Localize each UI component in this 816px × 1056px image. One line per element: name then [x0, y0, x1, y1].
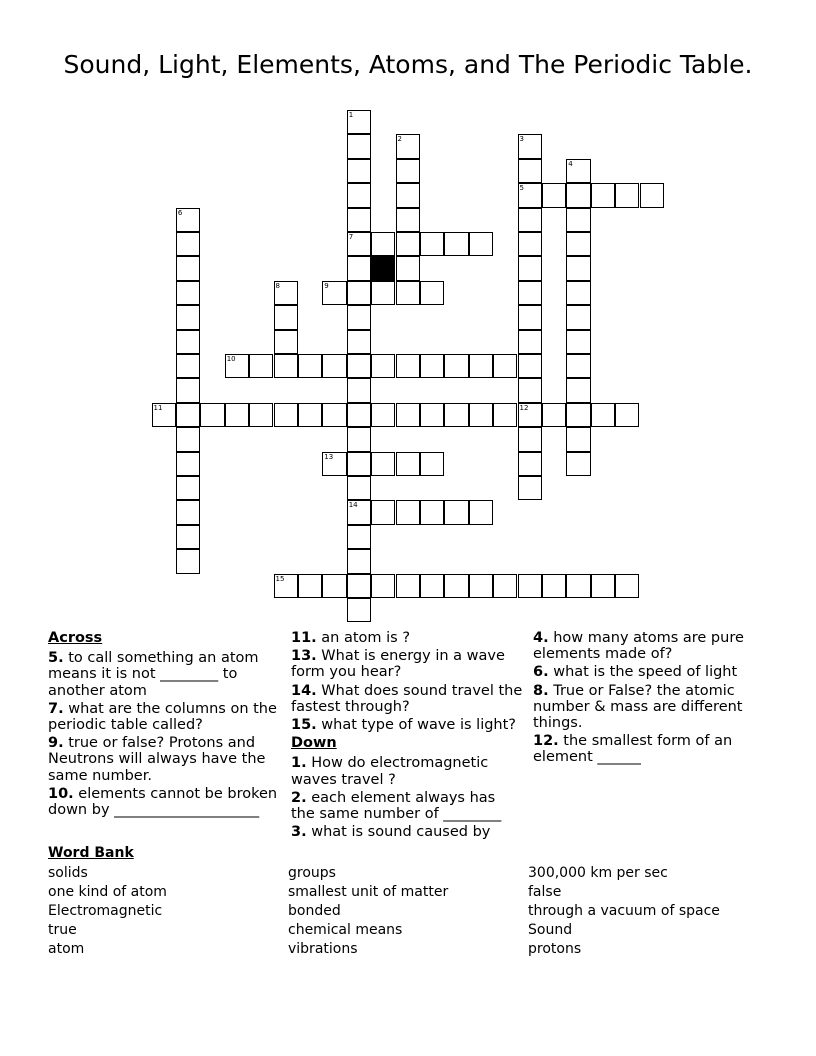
grid-cell[interactable]	[615, 403, 639, 427]
grid-cell[interactable]	[396, 354, 420, 378]
grid-cell[interactable]	[518, 134, 542, 158]
grid-cell[interactable]	[274, 330, 298, 354]
grid-cell[interactable]	[396, 208, 420, 232]
grid-cell[interactable]	[347, 232, 371, 256]
clue-number: 9.	[48, 735, 64, 752]
grid-cell[interactable]	[347, 452, 371, 476]
clue-item	[291, 648, 523, 680]
grid-cell[interactable]	[176, 403, 200, 427]
grid-cell[interactable]	[469, 574, 493, 598]
word-bank-item: chemical means	[288, 922, 403, 938]
grid-cell[interactable]	[347, 574, 371, 598]
grid-cell[interactable]	[347, 159, 371, 183]
grid-cell[interactable]	[444, 354, 468, 378]
grid-cell[interactable]	[225, 354, 249, 378]
grid-cell[interactable]	[371, 281, 395, 305]
clue-item	[48, 735, 280, 784]
down-clues-part-2	[533, 630, 765, 766]
clue-item	[48, 786, 280, 818]
grid-cell[interactable]	[518, 183, 542, 207]
clue-item	[291, 683, 523, 715]
word-bank-item: Sound	[528, 922, 573, 938]
grid-cell[interactable]	[420, 354, 444, 378]
clue-number: 6.	[533, 664, 549, 681]
cell-number: 9	[324, 281, 329, 290]
grid-cell[interactable]	[396, 134, 420, 158]
grid-cell[interactable]	[518, 476, 542, 500]
grid-cell[interactable]	[396, 574, 420, 598]
word-bank-item: through a vacuum of space	[528, 903, 720, 919]
clue-number: 15.	[291, 717, 317, 734]
across-clues-part-1	[48, 650, 280, 818]
clue-text: what is the speed of light	[548, 664, 738, 681]
grid-cell[interactable]	[176, 281, 200, 305]
grid-cell[interactable]	[322, 574, 346, 598]
grid-cell[interactable]	[347, 378, 371, 402]
grid-cell[interactable]	[371, 452, 395, 476]
grid-cell[interactable]	[396, 500, 420, 524]
clue-text: true or false? Protons and Neutrons will always have the same number.	[48, 735, 266, 784]
grid-cell[interactable]	[322, 452, 346, 476]
grid-cell[interactable]	[469, 354, 493, 378]
grid-cell[interactable]	[518, 159, 542, 183]
grid-cell[interactable]	[396, 281, 420, 305]
across-heading: Across	[48, 630, 103, 646]
grid-cell[interactable]	[347, 305, 371, 329]
cell-number: 5	[519, 184, 524, 193]
grid-cell[interactable]	[640, 183, 664, 207]
grid-cell[interactable]	[347, 110, 371, 134]
clue-text: what is sound caused by	[306, 824, 491, 841]
grid-cell[interactable]	[493, 403, 517, 427]
black-square	[371, 256, 395, 280]
grid-cell[interactable]	[444, 500, 468, 524]
grid-cell[interactable]	[371, 574, 395, 598]
grid-cell[interactable]	[396, 403, 420, 427]
grid-cell[interactable]	[615, 574, 639, 598]
grid-cell[interactable]	[566, 354, 590, 378]
grid-cell[interactable]	[542, 574, 566, 598]
clue-text: what type of wave is light?	[316, 717, 516, 734]
grid-cell[interactable]	[518, 208, 542, 232]
grid-cell[interactable]	[347, 476, 371, 500]
grid-cell[interactable]	[274, 403, 298, 427]
clue-number: 8.	[533, 682, 549, 699]
word-bank-column-1	[48, 864, 167, 959]
grid-cell[interactable]	[347, 256, 371, 280]
clue-item	[291, 717, 523, 733]
word-bank-item: 300,000 km per sec	[528, 865, 668, 881]
grid-cell[interactable]	[347, 500, 371, 524]
grid-cell[interactable]	[420, 403, 444, 427]
grid-cell[interactable]	[566, 281, 590, 305]
grid-cell[interactable]	[176, 427, 200, 451]
grid-cell[interactable]	[493, 574, 517, 598]
cell-number: 13	[324, 452, 334, 461]
clue-number: 3.	[291, 824, 307, 841]
grid-cell[interactable]	[176, 500, 200, 524]
grid-cell[interactable]	[176, 256, 200, 280]
grid-cell[interactable]	[347, 549, 371, 573]
grid-cell[interactable]	[176, 208, 200, 232]
clue-item	[48, 650, 280, 699]
grid-cell[interactable]	[176, 525, 200, 549]
cell-number: 14	[348, 501, 358, 510]
grid-cell[interactable]	[469, 232, 493, 256]
grid-cell[interactable]	[566, 232, 590, 256]
word-bank-item: smallest unit of matter	[288, 884, 449, 900]
grid-cell[interactable]	[469, 403, 493, 427]
word-bank-item: bonded	[288, 903, 341, 919]
clue-number: 7.	[48, 700, 64, 717]
grid-cell[interactable]	[444, 232, 468, 256]
clue-number: 2.	[291, 789, 307, 806]
grid-cell[interactable]	[347, 525, 371, 549]
grid-cell[interactable]	[176, 354, 200, 378]
clue-text: How do electromagnetic waves travel ?	[291, 755, 489, 788]
grid-cell[interactable]	[566, 574, 590, 598]
grid-cell[interactable]	[396, 256, 420, 280]
grid-cell[interactable]	[396, 183, 420, 207]
grid-cell[interactable]	[176, 452, 200, 476]
clue-item	[533, 733, 765, 765]
grid-cell[interactable]	[298, 354, 322, 378]
grid-cell[interactable]	[518, 452, 542, 476]
grid-cell[interactable]	[371, 232, 395, 256]
grid-cell[interactable]	[420, 281, 444, 305]
word-bank-item: one kind of atom	[48, 884, 167, 900]
grid-cell[interactable]	[518, 281, 542, 305]
grid-cell[interactable]	[420, 452, 444, 476]
grid-cell[interactable]	[347, 354, 371, 378]
grid-cell[interactable]	[347, 427, 371, 451]
cell-number: 11	[153, 403, 163, 412]
grid-cell[interactable]	[566, 403, 590, 427]
grid-cell[interactable]	[249, 403, 273, 427]
grid-cell[interactable]	[566, 305, 590, 329]
cell-number: 1	[348, 111, 354, 119]
grid-cell[interactable]	[566, 256, 590, 280]
grid-cell[interactable]	[591, 574, 615, 598]
clue-text: What does sound travel the fastest through?	[291, 682, 523, 715]
grid-cell[interactable]	[347, 330, 371, 354]
clue-item	[533, 664, 765, 680]
grid-cell[interactable]	[591, 403, 615, 427]
word-bank-item: solids	[48, 865, 88, 881]
grid-cell[interactable]	[566, 159, 590, 183]
grid-cell[interactable]	[347, 183, 371, 207]
grid-cell[interactable]	[591, 183, 615, 207]
grid-cell[interactable]	[566, 330, 590, 354]
clue-text: to call something an atom means it is not ________ to another atom	[48, 650, 259, 699]
grid-cell[interactable]	[322, 403, 346, 427]
grid-cell[interactable]	[347, 598, 371, 622]
grid-cell[interactable]	[444, 574, 468, 598]
word-bank-column-2	[288, 864, 448, 959]
grid-cell[interactable]	[518, 574, 542, 598]
grid-cell[interactable]	[396, 159, 420, 183]
grid-cell[interactable]	[396, 232, 420, 256]
clues-column-3	[533, 630, 765, 768]
grid-cell[interactable]	[176, 305, 200, 329]
grid-cell[interactable]	[274, 281, 298, 305]
clue-item	[533, 683, 765, 732]
clue-text: True or False? the atomic number & mass are different things.	[533, 682, 743, 732]
grid-cell[interactable]	[420, 232, 444, 256]
grid-cell[interactable]	[542, 403, 566, 427]
grid-cell[interactable]	[518, 427, 542, 451]
clues-column-2	[291, 630, 523, 842]
grid-cell[interactable]	[274, 354, 298, 378]
grid-cell[interactable]	[518, 232, 542, 256]
clue-text: elements cannot be broken down by ____________________	[48, 785, 278, 819]
grid-cell[interactable]	[274, 305, 298, 329]
grid-cell[interactable]	[200, 403, 224, 427]
across-clues-part-2	[291, 630, 523, 733]
cell-number: 12	[519, 403, 529, 412]
clue-text: each element always has the same number of ________	[291, 789, 502, 823]
grid-cell[interactable]	[566, 452, 590, 476]
clue-number: 10.	[48, 785, 74, 802]
grid-cell[interactable]	[347, 208, 371, 232]
grid-cell[interactable]	[444, 403, 468, 427]
grid-cell[interactable]	[518, 403, 542, 427]
grid-cell[interactable]	[176, 549, 200, 573]
clue-item	[48, 701, 280, 733]
grid-cell[interactable]	[566, 183, 590, 207]
grid-cell[interactable]	[298, 403, 322, 427]
word-bank-item: protons	[528, 941, 582, 957]
grid-cell[interactable]	[347, 134, 371, 158]
grid-cell[interactable]	[298, 574, 322, 598]
word-bank-item: vibrations	[288, 941, 358, 957]
clue-text: an atom is ?	[316, 630, 411, 646]
word-bank-item: Electromagnetic	[48, 903, 163, 919]
grid-cell[interactable]	[274, 574, 298, 598]
clue-number: 14.	[291, 682, 317, 699]
grid-cell[interactable]	[566, 378, 590, 402]
grid-cell[interactable]	[518, 330, 542, 354]
cell-number: 7	[348, 233, 354, 241]
word-bank-item: groups	[288, 865, 336, 881]
clue-item	[291, 755, 523, 787]
clue-number: 13.	[291, 648, 317, 665]
grid-cell[interactable]	[322, 281, 346, 305]
clue-text: the smallest form of an element ______	[533, 733, 733, 766]
page-title: Sound, Light, Elements, Atoms, and The Periodic Table.	[63, 50, 753, 79]
word-bank-heading: Word Bank	[48, 845, 134, 861]
cell-number: 4	[568, 159, 573, 168]
grid-cell[interactable]	[322, 354, 346, 378]
grid-cell[interactable]	[176, 378, 200, 402]
grid-cell[interactable]	[176, 330, 200, 354]
clue-number: 12.	[533, 733, 559, 750]
cell-number: 2	[397, 135, 402, 144]
grid-cell[interactable]	[371, 403, 395, 427]
grid-cell[interactable]	[347, 281, 371, 305]
clue-number: 4.	[533, 630, 549, 646]
cell-number: 10	[226, 355, 236, 363]
grid-cell[interactable]	[371, 500, 395, 524]
grid-cell[interactable]	[566, 208, 590, 232]
grid-cell[interactable]	[518, 378, 542, 402]
word-bank-item: true	[48, 922, 77, 938]
grid-cell[interactable]	[420, 500, 444, 524]
grid-cell[interactable]	[176, 232, 200, 256]
grid-cell[interactable]	[249, 354, 273, 378]
word-bank-column-3	[528, 864, 720, 959]
clues-column-1	[48, 630, 280, 820]
clue-item	[533, 630, 765, 662]
down-heading: Down	[291, 735, 337, 752]
word-bank-item: atom	[48, 941, 85, 957]
grid-cell[interactable]	[469, 500, 493, 524]
word-bank-item: false	[528, 884, 562, 900]
cell-number: 3	[519, 135, 524, 144]
cell-number: 8	[275, 281, 280, 290]
grid-cell[interactable]	[371, 354, 395, 378]
grid-cell[interactable]	[176, 476, 200, 500]
clue-item	[291, 790, 523, 822]
grid-cell[interactable]	[493, 354, 517, 378]
clue-number: 1.	[291, 755, 307, 772]
grid-cell[interactable]	[542, 183, 566, 207]
grid-cell[interactable]	[152, 403, 176, 427]
down-clues-part-1	[291, 755, 523, 840]
clue-text: what are the columns on the periodic table called?	[48, 700, 277, 734]
cell-number: 6	[177, 208, 183, 217]
clue-number: 5.	[48, 650, 64, 667]
grid-cell[interactable]	[396, 452, 420, 476]
grid-cell[interactable]	[566, 427, 590, 451]
clue-item	[291, 824, 523, 840]
clue-number: 11.	[291, 630, 317, 646]
grid-cell[interactable]	[420, 574, 444, 598]
grid-cell[interactable]	[518, 305, 542, 329]
grid-cell[interactable]	[225, 403, 249, 427]
cell-number: 15	[275, 574, 285, 583]
grid-cell[interactable]	[518, 256, 542, 280]
clue-text: how many atoms are pure elements made of?	[533, 630, 744, 663]
clue-item	[291, 630, 523, 646]
grid-cell[interactable]	[518, 354, 542, 378]
grid-cell[interactable]	[615, 183, 639, 207]
grid-cell[interactable]	[347, 403, 371, 427]
clue-text: What is energy in a wave form you hear?	[291, 648, 505, 681]
